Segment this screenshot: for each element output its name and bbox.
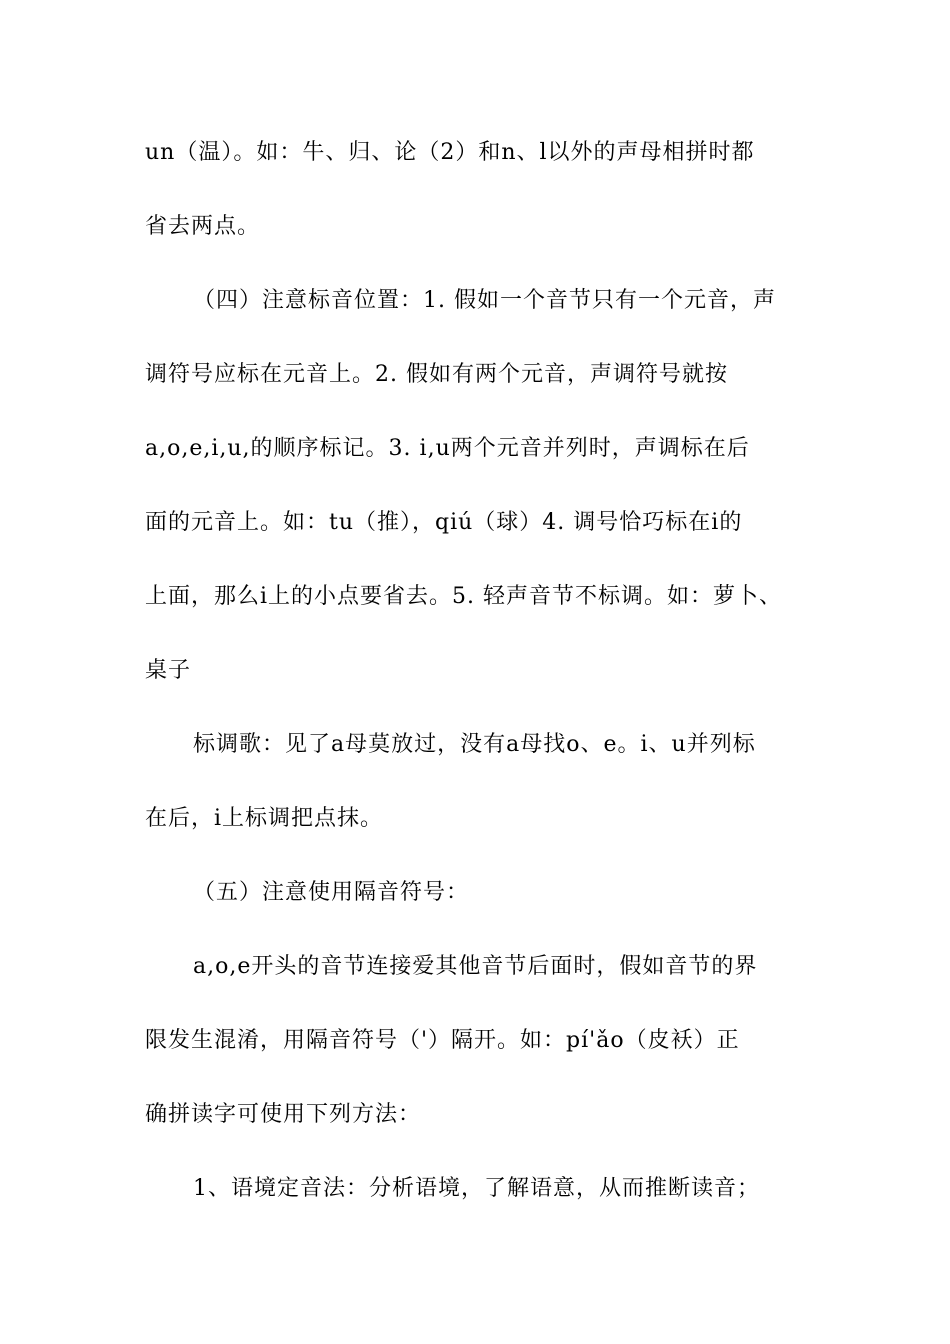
text-line: 限发生混淆，用隔音符号（'）隔开。如：pí'ǎo（皮袄）正 — [145, 1028, 740, 1053]
text-line: 1、语境定音法：分析语境，了解语意，从而推断读音； — [193, 1176, 760, 1201]
text-line: 省去两点。 — [145, 214, 261, 239]
text-line: 桌子 — [145, 658, 192, 683]
text-line: 在后，i上标调把点抹。 — [145, 806, 384, 831]
text-line: a,o,e,i,u,的顺序标记。3. i,u两个元音并列时，声调标在后 — [145, 436, 750, 461]
text-line: 上面，那么i上的小点要省去。5. 轻声音节不标调。如：萝卜、 — [145, 584, 783, 609]
text-line: （五）注意使用隔音符号： — [193, 880, 470, 905]
text-line: （四）注意标音位置：1. 假如一个音节只有一个元音，声 — [193, 288, 776, 313]
text-line: 标调歌：见了a母莫放过，没有a母找o、e。i、u并列标 — [193, 732, 756, 757]
text-line: 面的元音上。如：tu（推），qiú（球）4. 调号恰巧标在i的 — [145, 510, 743, 535]
text-line: a,o,e开头的音节连接爱其他音节后面时，假如音节的界 — [193, 954, 758, 979]
text-line: 调符号应标在元音上。2. 假如有两个元音，声调符号就按 — [145, 362, 728, 387]
text-line: 确拼读字可使用下列方法： — [145, 1102, 422, 1127]
text-line: un（温）。如：牛、归、论（2）和n、l以外的声母相拼时都 — [145, 140, 755, 165]
